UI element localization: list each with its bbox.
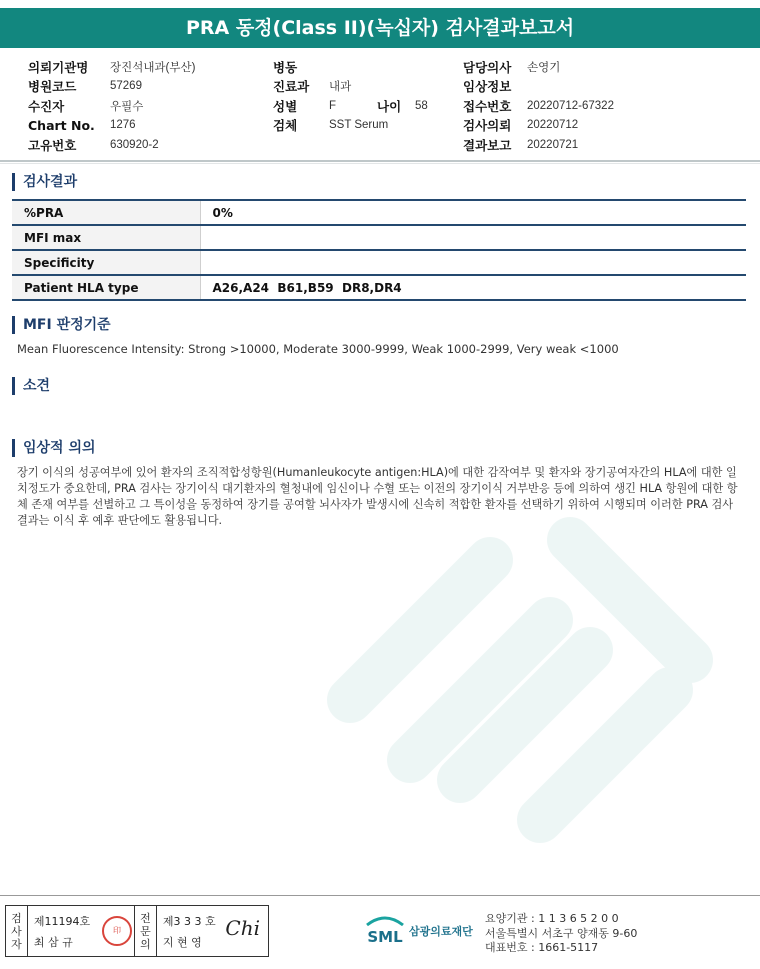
clinical-significance-text: 장기 이식의 성공여부에 있어 환자의 조직적합성항원(Humanleukocyte antigen:HLA)에 대한 감작여부 및 환자와 장기공여자간의 HLA에 대한 일치정도가 중요한데, PRA 검사는 장기이식 대기환자의 혈청내에 임신이나 수혈 또는 이전의 장기이식 거부반응 등에 의하여 생긴 HLA 항원에 대한 항체 존재 여부를 선별하고 그 특이성을 동정하여 장기를 공여할 뇌사자가 발생시에 신속히 적합한 환자를 선택하기 위하여 시행되며 이러한 PRA 검사결과는 이식 후 예후 판단에도 활용됩니다. (17, 466, 738, 527)
label-department: 진료과 (273, 79, 310, 95)
expert-tag-char: 문 (140, 924, 151, 938)
table-row (12, 200, 746, 225)
expert-name: 지 현 영 (162, 935, 202, 949)
criteria-text: Mean Fluorescence Intensity: Strong >10000, Moderate 3000-9999, Weak 1000-2999, Very weak <1000 (17, 342, 619, 356)
report-title: PRA 동정(Class II)(녹십자) 검사결과보고서 (0, 8, 760, 48)
value-request-date: 20220712 (527, 119, 579, 132)
value-age: 58 (415, 99, 428, 112)
org-address: 서울특별시 서초구 양재동 9-60 (485, 926, 638, 940)
value-department: 내과 (329, 81, 352, 94)
tester-tag-char: 검 (11, 911, 22, 925)
section-title-clinical: 임상적 의의 (12, 439, 96, 457)
value-doctor: 손영기 (527, 61, 561, 74)
sml-logo-icon (363, 913, 407, 949)
label-receipt-no: 접수번호 (463, 98, 512, 114)
patient-info-column-2 (273, 57, 428, 135)
sml-logo (363, 913, 473, 949)
results-table (12, 199, 746, 301)
signature-box (5, 905, 269, 957)
label-institution: 의뢰기관명 (28, 59, 89, 75)
tester-license-no: 제11194호 (33, 914, 91, 928)
result-value-mfi-max (200, 225, 746, 250)
tester-info (28, 906, 135, 956)
tester-tag-char: 자 (11, 937, 22, 951)
label-unique-no: 고유번호 (28, 137, 77, 153)
table-row (12, 225, 746, 250)
label-hospital-code: 병원코드 (28, 79, 77, 95)
tester-tag (6, 906, 28, 956)
value-hospital-code: 57269 (110, 80, 142, 93)
footer-divider (0, 895, 760, 896)
header-divider (0, 160, 760, 162)
result-value-pra: 0% (200, 200, 746, 225)
value-report-date: 20220721 (527, 138, 579, 151)
header-divider-light (0, 163, 760, 164)
table-row (12, 275, 746, 300)
result-key-mfi-max: MFI max (12, 225, 200, 250)
patient-info-column-3 (463, 57, 614, 155)
result-key-specificity: Specificity (12, 250, 200, 275)
label-chart-no: Chart No. (28, 117, 95, 133)
tester-name: 최 삼 규 (33, 935, 73, 949)
table-row (12, 250, 746, 275)
tester-tag-char: 사 (11, 924, 22, 938)
value-specimen: SST Serum (329, 119, 389, 132)
org-phone: 대표번호 : 1661-5117 (485, 941, 599, 954)
result-key-hla-type: Patient HLA type (12, 275, 200, 300)
sml-logo-mark-text: SML (367, 928, 403, 946)
label-doctor: 담당의사 (463, 59, 512, 75)
sml-logo-text: 삼광의료재단 (409, 925, 473, 938)
signature-icon: Chi (225, 916, 261, 940)
result-value-hla-type: A26,A24 B61,B59 DR8,DR4 (200, 275, 746, 300)
expert-tag-char: 의 (140, 937, 151, 951)
organization-info (485, 912, 637, 956)
label-sex: 성별 (273, 98, 298, 114)
result-value-specificity (200, 250, 746, 275)
section-title-opinion: 소견 (12, 377, 50, 395)
value-sex: F (329, 99, 337, 112)
expert-tag (135, 906, 157, 956)
result-key-pra: %PRA (12, 200, 200, 225)
value-institution: 장진석내과(부산) (110, 61, 196, 74)
value-receipt-no: 20220712-67322 (527, 99, 614, 112)
section-title-criteria: MFI 판정기준 (12, 316, 111, 334)
label-age: 나이 (377, 98, 402, 114)
expert-tag-char: 전 (140, 911, 151, 925)
label-specimen: 검체 (273, 118, 298, 134)
label-clinical-info: 임상정보 (463, 79, 512, 95)
seal-icon: 印 (102, 916, 132, 946)
label-request-date: 검사의뢰 (463, 118, 512, 134)
patient-info-column-1 (28, 57, 195, 155)
value-chart-no: 1276 (110, 119, 136, 132)
expert-license-no: 제3 3 3 호 (162, 914, 216, 928)
value-unique-no: 630920-2 (110, 138, 159, 151)
section-title-results: 검사결과 (12, 173, 77, 191)
org-code: 요양기관 : 1 1 3 6 5 2 0 0 (485, 912, 619, 925)
label-ward: 병동 (273, 59, 298, 75)
value-patient: 우필수 (110, 100, 144, 113)
label-patient: 수진자 (28, 98, 65, 114)
label-report-date: 결과보고 (463, 137, 512, 153)
expert-info (157, 906, 268, 956)
